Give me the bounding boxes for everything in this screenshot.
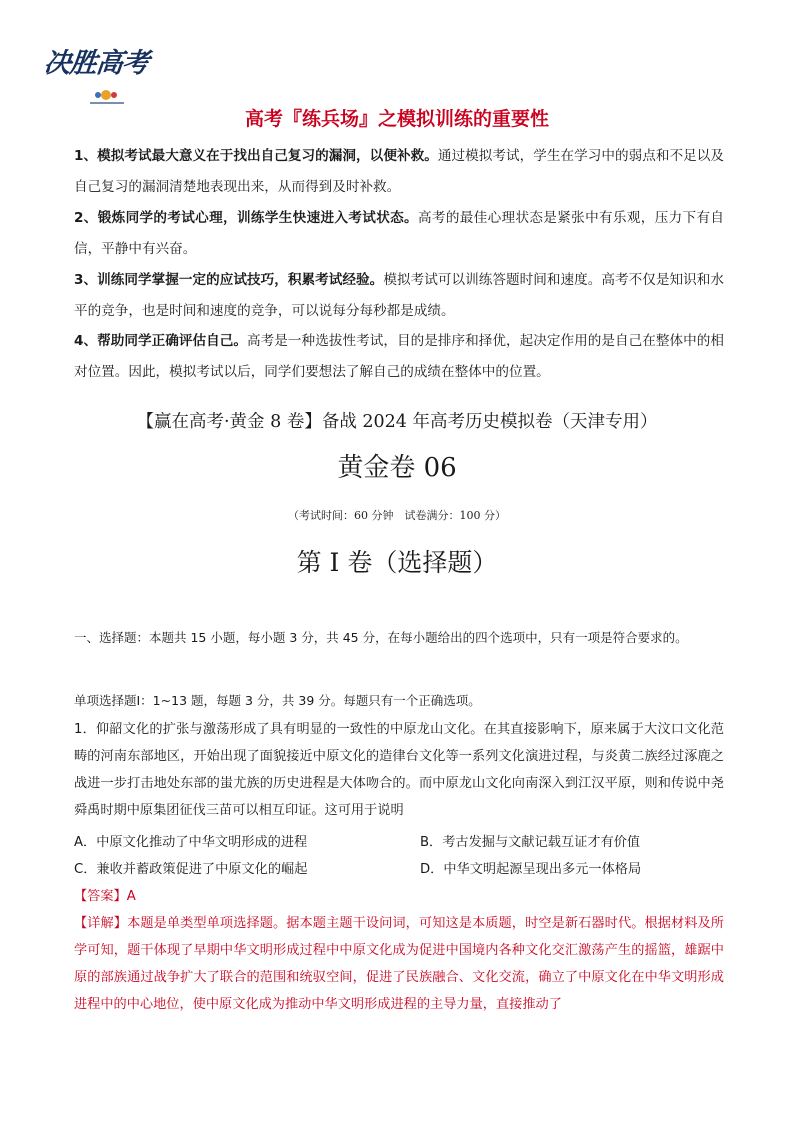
question-stem: 1．仰韶文化的扩张与激荡形成了具有明显的一致性的中原龙山文化。在其直接影响下，原来属于大汶口文化范畴的河南东部地区，开始出现了面貌接近中原文化的造律台文化等一系列文化演进过程，与炎黄二族经过涿鹿之战进一步打击地处东部的蚩尤族的历史进程是大体吻合的。而中原龙山文化向南深入到江汉平原，则和传说中尧舜禹时期中原集团征伐三苗可以相互印证。这可用于说明 <box>74 722 724 818</box>
logo-text: 决胜高考 <box>42 48 150 79</box>
option-d: D．中华文明起源呈现出多元一体格局 <box>420 862 642 877</box>
intro-lead-1: 1、模拟考试最大意义在于找出自己复习的漏洞，以便补救。 <box>74 148 438 164</box>
intro-text-2: 高考的最佳心理状态是紧张中有乐观，压力下有自信，平静中有兴奋。 <box>74 210 724 257</box>
option-a: A．中原文化推动了中华文明形成的进程 <box>74 835 308 850</box>
option-c: C．兼收并蓄政策促进了中原文化的崛起 <box>74 862 308 877</box>
exam-info: （考试时间：60 分钟 试卷满分：100 分） <box>288 509 506 522</box>
section-title: 第 I 卷（选择题） <box>296 548 498 577</box>
intro-lead-2: 2、锻炼同学的考试心理，训练学生快速进入考试状态。 <box>74 210 418 226</box>
intro-text-1: 通过模拟考试，学生在学习中的弱点和不足以及自己复习的漏洞清楚地表现出来，从而得到及时补救。 <box>74 148 724 195</box>
intro-paragraph-1 <box>74 141 724 203</box>
logo <box>44 40 166 108</box>
instructions-main: 一、选择题：本题共 15 小题，每小题 3 分，共 45 分，在每小题给出的四个选项中，只有一项是符合要求的。 <box>74 630 688 645</box>
banner-title: 高考『练兵场』之模拟训练的重要性 <box>244 108 549 130</box>
intro-paragraph-4 <box>74 326 724 388</box>
instructions-single: 单项选择题Ⅰ：1~13 题，每题 3 分，共 39 分。每题只有一个正确选项。 <box>74 693 481 708</box>
answer-label: 【答案】A <box>74 889 136 904</box>
option-b: B．考古发掘与文献记载互证才有价值 <box>420 835 641 850</box>
intro-lead-4: 4、帮助同学正确评估自己。 <box>74 333 248 349</box>
exam-title: 【赢在高考·黄金 8 卷】备战 2024 年高考历史模拟卷（天津专用） <box>136 412 658 432</box>
intro-paragraph-3 <box>74 265 724 327</box>
intro-lead-3: 3、训练同学掌握一定的应试技巧，积累考试经验。 <box>74 272 384 288</box>
intro-text-4: 高考是一种选拔性考试，目的是排序和择优，起决定作用的是自己在整体中的相对位置。因此，模拟考试以后，同学们要想法了解自己的成绩在整体中的位置。 <box>74 333 725 380</box>
paper-title: 黄金卷 06 <box>337 453 457 483</box>
intro-text-3: 模拟考试可以训练答题时间和速度。高考不仅是知识和水平的竞争，也是时间和速度的竞争，可以说每分每秒都是成绩。 <box>74 272 725 319</box>
answer-detail: 【详解】本题是单类型单项选择题。据本题主题干设问词，可知这是本质题，时空是新石器时代。根据材料及所学可知，题干体现了早期中华文明形成过程中中原文化成为促进中国境内各种文化交汇激荡产生的摇篮，雄踞中原的部族通过战争扩大了联合的范围和统驭空间，促进了民族融合、文化交流，确立了中原文化在中华文明形成进程中的中心地位，使中原文化成为推动中华文明形成进程的主导力量，直接推动了 <box>74 916 724 1012</box>
intro-paragraph-2 <box>74 203 724 265</box>
